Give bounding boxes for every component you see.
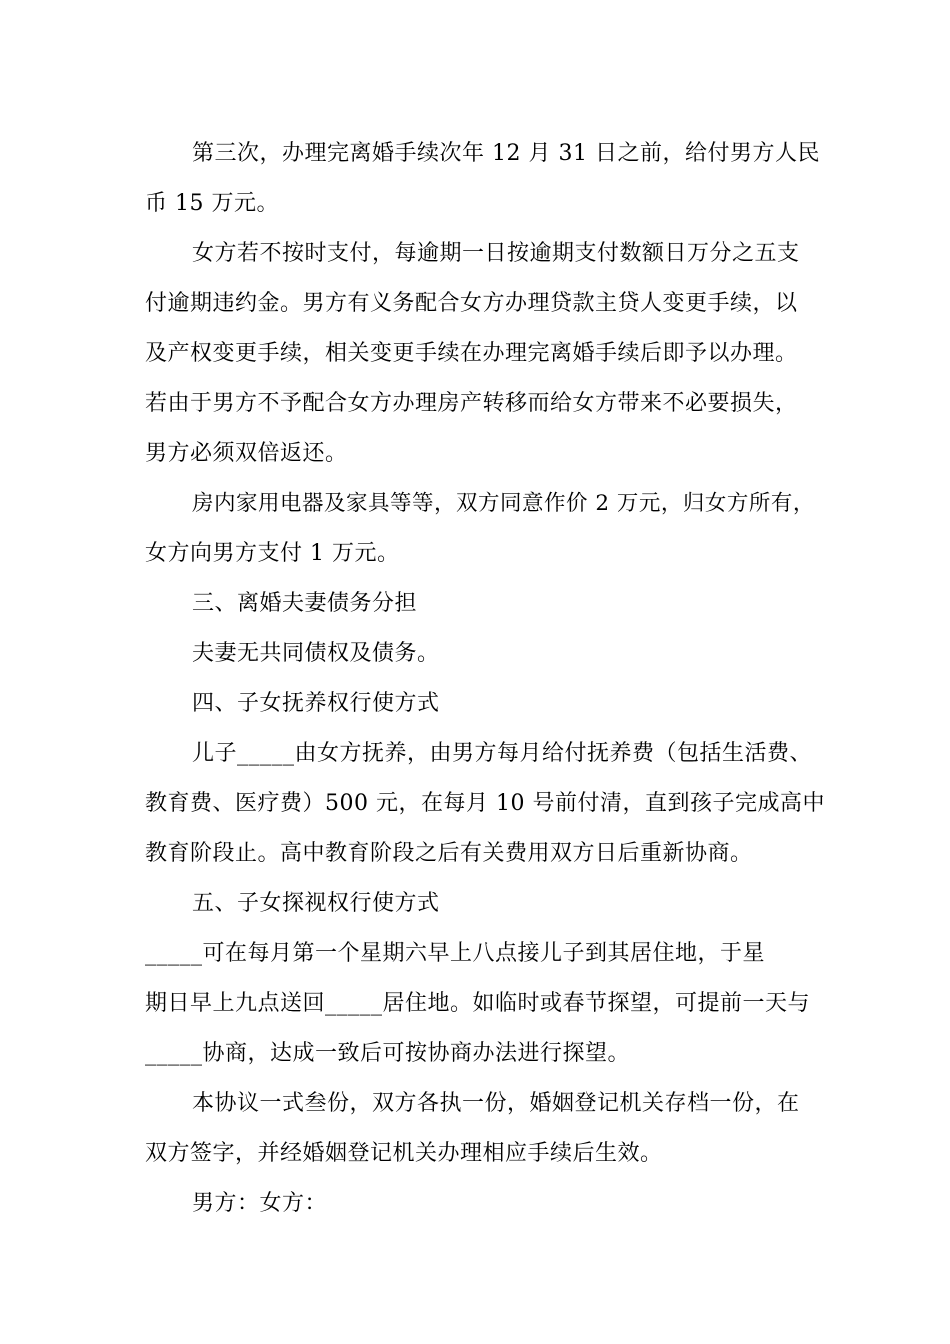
text-line: _____协商，达成一致后可按协商办法进行探望。 bbox=[145, 1041, 631, 1066]
section-heading: 四、子女抚养权行使方式 bbox=[192, 691, 440, 716]
text-line: 第三次，办理完离婚手续次年 12 月 31 日之前，给付男方人民 bbox=[192, 141, 820, 166]
text-line: 夫妻无共同债权及债务。 bbox=[192, 641, 440, 666]
section-heading: 五、子女探视权行使方式 bbox=[192, 891, 440, 916]
text-line: 及产权变更手续，相关变更手续在办理完离婚手续后即予以办理。 bbox=[145, 341, 798, 366]
text-line: 房内家用电器及家具等等，双方同意作价 2 万元，归女方所有， bbox=[192, 491, 815, 516]
text-line: 若由于男方不予配合女方办理房产转移而给女方带来不必要损失， bbox=[145, 391, 798, 416]
text-line: 币 15 万元。 bbox=[145, 191, 279, 216]
text-line: 教育阶段止。高中教育阶段之后有关费用双方日后重新协商。 bbox=[145, 841, 753, 866]
text-line: 付逾期违约金。男方有义务配合女方办理贷款主贷人变更手续，以 bbox=[145, 291, 798, 316]
text-line: 本协议一式叁份，双方各执一份，婚姻登记机关存档一份，在 bbox=[192, 1091, 800, 1116]
section-heading: 三、离婚夫妻债务分担 bbox=[192, 591, 418, 616]
text-line: 期日早上九点送回_____居住地。如临时或春节探望，可提前一天与 bbox=[145, 991, 811, 1016]
text-line: 儿子_____由女方抚养，由男方每月给付抚养费（包括生活费、 bbox=[192, 741, 813, 766]
signature-line: 男方：女方： bbox=[192, 1191, 328, 1216]
text-line: 双方签字，并经婚姻登记机关办理相应手续后生效。 bbox=[145, 1141, 663, 1166]
text-line: _____可在每月第一个星期六早上八点接儿子到其居住地，于星 bbox=[145, 941, 766, 966]
text-line: 女方若不按时支付，每逾期一日按逾期支付数额日万分之五支 bbox=[192, 241, 800, 266]
text-line: 教育费、医疗费）500 元，在每月 10 号前付清，直到孩子完成高中 bbox=[145, 791, 825, 816]
text-line: 男方必须双倍返还。 bbox=[145, 441, 348, 466]
text-line: 女方向男方支付 1 万元。 bbox=[145, 541, 400, 566]
